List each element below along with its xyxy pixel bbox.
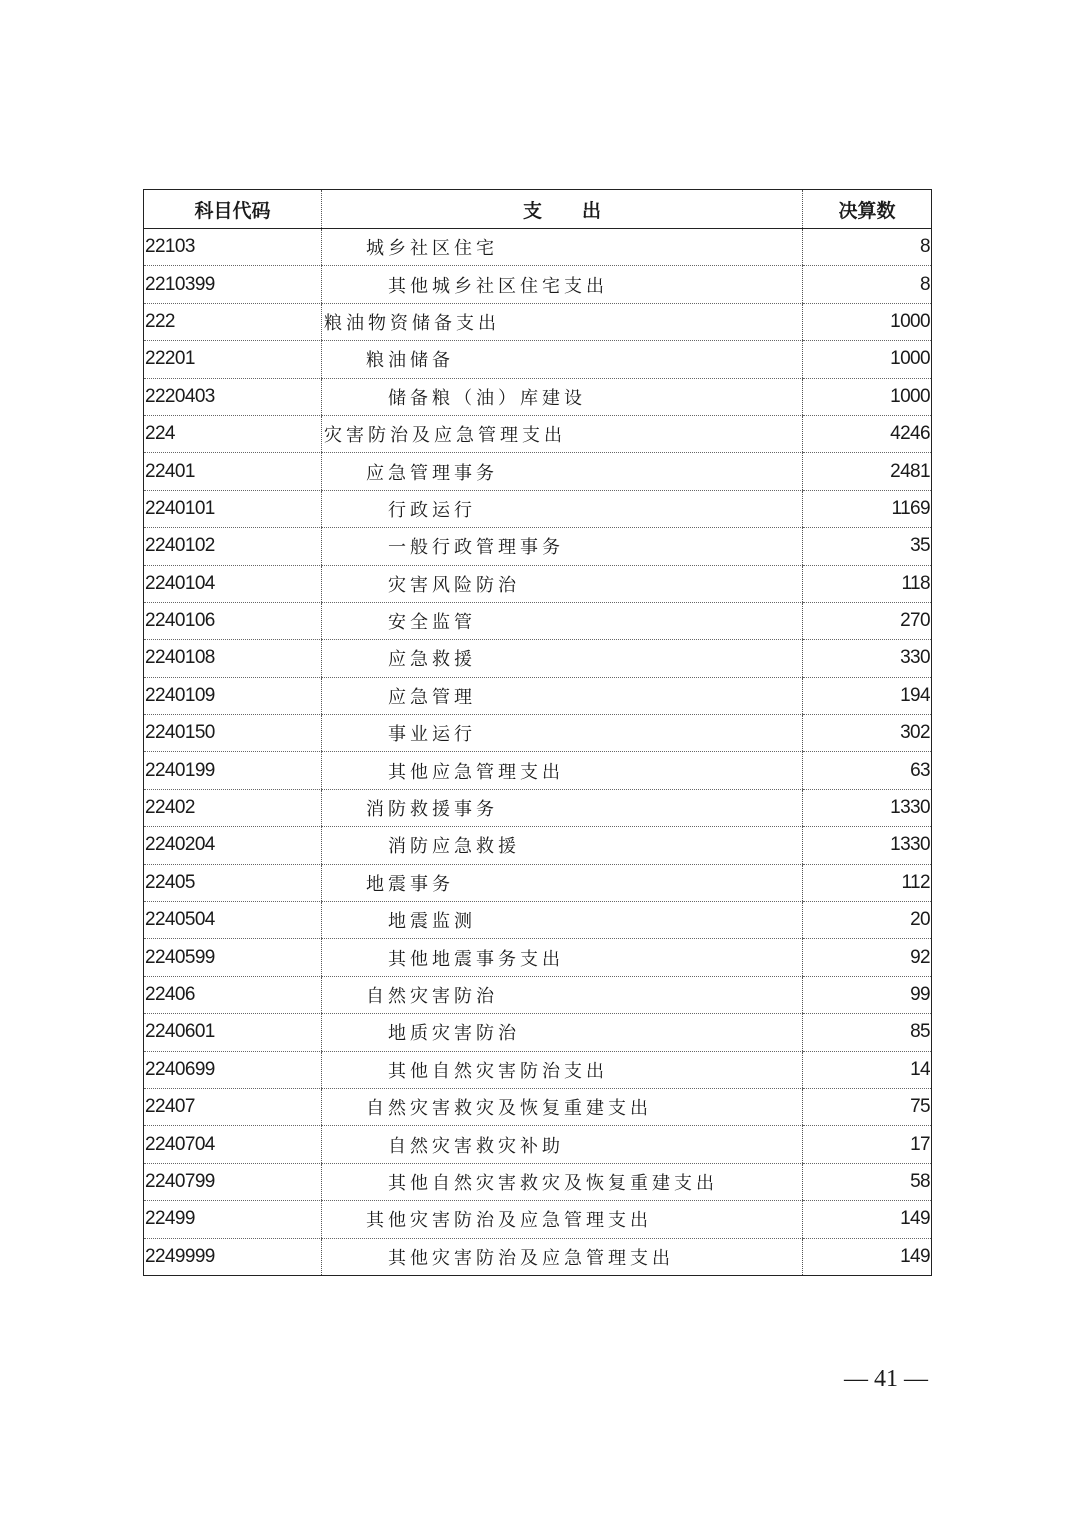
table-row	[144, 1201, 932, 1238]
subject-code-cell: 2220403	[144, 378, 322, 415]
expenditure-table-container	[143, 189, 931, 1276]
final-amount-cell: 194	[803, 677, 932, 714]
subject-code-cell: 2240699	[144, 1051, 322, 1088]
subject-code-cell: 22405	[144, 864, 322, 901]
expenditure-name-cell: 消防应急救援	[322, 827, 803, 864]
final-amount-cell: 58	[803, 1163, 932, 1200]
expenditure-name-cell: 应急管理事务	[322, 453, 803, 490]
final-amount-cell: 1000	[803, 378, 932, 415]
final-amount-cell: 149	[803, 1201, 932, 1238]
final-amount-cell: 4246	[803, 415, 932, 452]
table-row	[144, 415, 932, 452]
table-row	[144, 1014, 932, 1051]
expenditure-name-cell: 消防救援事务	[322, 789, 803, 826]
final-amount-cell: 63	[803, 752, 932, 789]
expenditure-name-cell: 地震监测	[322, 902, 803, 939]
expenditure-name-cell: 自然灾害救灾补助	[322, 1126, 803, 1163]
final-amount-cell: 8	[803, 266, 932, 303]
subject-code-cell: 22201	[144, 341, 322, 378]
subject-code-cell: 224	[144, 415, 322, 452]
subject-code-cell: 22407	[144, 1088, 322, 1125]
table-row	[144, 827, 932, 864]
expenditure-name-cell: 粮油物资储备支出	[322, 303, 803, 340]
final-amount-cell: 1169	[803, 490, 932, 527]
subject-code-cell: 2240199	[144, 752, 322, 789]
table-row	[144, 789, 932, 826]
subject-code-cell: 2240106	[144, 602, 322, 639]
table-row	[144, 902, 932, 939]
table-row	[144, 640, 932, 677]
subject-code-cell: 222	[144, 303, 322, 340]
expenditure-table	[143, 189, 932, 1276]
final-amount-cell: 149	[803, 1238, 932, 1275]
final-amount-cell: 1330	[803, 789, 932, 826]
expenditure-name-cell: 城乡社区住宅	[322, 229, 803, 266]
table-row	[144, 602, 932, 639]
final-amount-cell: 270	[803, 602, 932, 639]
final-amount-cell: 14	[803, 1051, 932, 1088]
final-amount-cell: 1000	[803, 341, 932, 378]
expenditure-name-cell: 其他自然灾害防治支出	[322, 1051, 803, 1088]
expenditure-name-cell: 灾害风险防治	[322, 565, 803, 602]
expenditure-name-cell: 储备粮（油）库建设	[322, 378, 803, 415]
final-amount-cell: 99	[803, 976, 932, 1013]
final-amount-cell: 85	[803, 1014, 932, 1051]
table-header	[144, 190, 932, 229]
table-row	[144, 266, 932, 303]
table-row	[144, 453, 932, 490]
final-amount-cell: 20	[803, 902, 932, 939]
expenditure-name-cell: 其他应急管理支出	[322, 752, 803, 789]
subject-code-cell: 2240599	[144, 939, 322, 976]
page-number: — 41 —	[844, 1366, 928, 1392]
expenditure-name-cell: 安全监管	[322, 602, 803, 639]
table-row	[144, 303, 932, 340]
table-row	[144, 715, 932, 752]
subject-code-cell: 2240799	[144, 1163, 322, 1200]
subject-code-cell: 2240109	[144, 677, 322, 714]
subject-code-cell: 2240104	[144, 565, 322, 602]
expenditure-name-cell: 地质灾害防治	[322, 1014, 803, 1051]
expenditure-name-cell: 一般行政管理事务	[322, 528, 803, 565]
subject-code-cell: 22499	[144, 1201, 322, 1238]
table-row	[144, 1088, 932, 1125]
table-row	[144, 490, 932, 527]
table-row	[144, 1051, 932, 1088]
table-row	[144, 752, 932, 789]
expenditure-name-cell: 其他城乡社区住宅支出	[322, 266, 803, 303]
subject-code-cell: 2240504	[144, 902, 322, 939]
table-row	[144, 341, 932, 378]
header-final-amount: 决算数	[803, 190, 932, 229]
final-amount-cell: 92	[803, 939, 932, 976]
subject-code-cell: 2240601	[144, 1014, 322, 1051]
table-row	[144, 1238, 932, 1275]
table-row	[144, 229, 932, 266]
header-subject-code: 科目代码	[144, 190, 322, 229]
expenditure-name-cell: 其他地震事务支出	[322, 939, 803, 976]
subject-code-cell: 22406	[144, 976, 322, 1013]
final-amount-cell: 112	[803, 864, 932, 901]
subject-code-cell: 2240704	[144, 1126, 322, 1163]
final-amount-cell: 17	[803, 1126, 932, 1163]
subject-code-cell: 2249999	[145, 1245, 215, 1267]
subject-code-cell: 2240101	[144, 490, 322, 527]
final-amount-cell: 75	[803, 1088, 932, 1125]
final-amount-cell: 330	[803, 640, 932, 677]
expenditure-name-cell: 行政运行	[322, 490, 803, 527]
final-amount-cell: 8	[803, 229, 932, 266]
expenditure-name-cell: 其他自然灾害救灾及恢复重建支出	[322, 1163, 803, 1200]
table-row	[144, 864, 932, 901]
final-amount-cell: 1000	[803, 303, 932, 340]
final-amount-cell: 2481	[803, 453, 932, 490]
final-amount-cell: 118	[803, 565, 932, 602]
subject-code-cell: 2210399	[144, 266, 322, 303]
subject-code-cell: 2240102	[144, 528, 322, 565]
expenditure-name-cell: 应急管理	[322, 677, 803, 714]
expenditure-name-cell: 其他灾害防治及应急管理支出	[322, 1238, 803, 1275]
table-row	[144, 1126, 932, 1163]
expenditure-name-cell: 粮油储备	[322, 341, 803, 378]
header-row	[144, 190, 932, 229]
header-expenditure: 支出	[322, 190, 803, 229]
final-amount-cell: 302	[803, 715, 932, 752]
subject-code-cell: 2240150	[144, 715, 322, 752]
table-row	[144, 677, 932, 714]
expenditure-name-cell: 地震事务	[322, 864, 803, 901]
table-row	[144, 1163, 932, 1200]
expenditure-name-cell: 应急救援	[322, 640, 803, 677]
table-row	[144, 939, 932, 976]
subject-code-cell: 2240204	[144, 827, 322, 864]
subject-code-cell: 22103	[144, 229, 322, 266]
table-row	[144, 378, 932, 415]
subject-code-cell: 22401	[144, 453, 322, 490]
table-row	[144, 976, 932, 1013]
subject-code-cell: 22402	[144, 789, 322, 826]
subject-code-cell: 2240108	[144, 640, 322, 677]
expenditure-name-cell: 自然灾害防治	[322, 976, 803, 1013]
expenditure-name-cell: 自然灾害救灾及恢复重建支出	[322, 1088, 803, 1125]
table-row	[144, 528, 932, 565]
final-amount-cell: 1330	[803, 827, 932, 864]
expenditure-name-cell: 事业运行	[322, 715, 803, 752]
expenditure-name-cell: 其他灾害防治及应急管理支出	[322, 1201, 803, 1238]
table-row	[144, 565, 932, 602]
expenditure-name-cell: 灾害防治及应急管理支出	[322, 415, 803, 452]
table-body	[144, 229, 932, 1276]
final-amount-cell: 35	[803, 528, 932, 565]
